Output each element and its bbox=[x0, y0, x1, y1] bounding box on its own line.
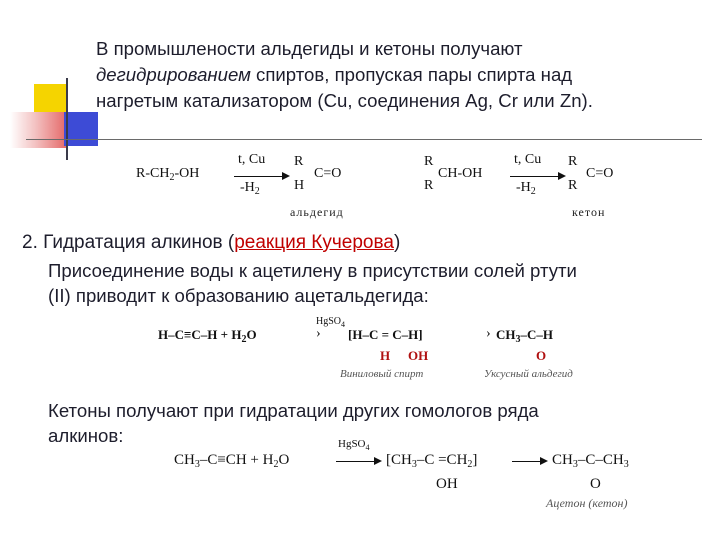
reaction3-label-intermediate: Виниловый спирт bbox=[340, 368, 424, 380]
reaction1-condition-top: t, Cu bbox=[238, 152, 266, 167]
reaction2-arrow-head bbox=[558, 172, 566, 180]
reaction3-catalyst: HgSO$_4$ bbox=[316, 316, 346, 329]
reaction2-product-group: C=O bbox=[586, 166, 614, 181]
reaction4-arrow-1-head bbox=[374, 457, 382, 465]
intro-line-1: В промышлености альдегиды и кетоны получают bbox=[96, 38, 523, 59]
reaction4-arrow-2 bbox=[512, 461, 542, 462]
section2-paragraph bbox=[48, 258, 708, 308]
reaction2-product-r2: R bbox=[568, 178, 578, 193]
reaction2-r1: R bbox=[424, 154, 434, 169]
reaction1-product-group: C=O bbox=[314, 166, 342, 181]
reaction1-condition-bottom: $-H_2$ bbox=[240, 180, 260, 197]
reaction3-reactant: $H-C\equiv C-H + H_2O$ bbox=[158, 327, 257, 345]
reaction1-caption: альдегид bbox=[290, 205, 344, 219]
reaction3-product-o: O bbox=[536, 348, 547, 363]
reaction2-product-r1: R bbox=[568, 154, 578, 169]
reaction1-arrow bbox=[234, 176, 284, 177]
reaction2-group: CH-OH bbox=[438, 166, 483, 181]
reaction3-arrow-2: › bbox=[486, 326, 491, 341]
reaction1-product-r: R bbox=[294, 154, 304, 169]
reaction1-arrow-head bbox=[282, 172, 290, 180]
reaction4-label-product: Ацетон (кетон) bbox=[546, 496, 628, 510]
reaction4-product: $CH_3-C-CH_3$ bbox=[552, 452, 629, 470]
reaction1-reactant: $R-CH_2-OH$ bbox=[136, 166, 200, 183]
reaction4-arrow-2-head bbox=[540, 457, 548, 465]
reaction3-intermediate-h: H bbox=[380, 348, 391, 363]
section3-line-1: Кетоны получают при гидратации других гомологов ряда bbox=[48, 400, 539, 421]
section2-heading: 2. Гидратация алкинов (реакция Кучерова) bbox=[22, 232, 401, 253]
reaction4-intermediate-oh: OH bbox=[436, 476, 458, 492]
intro-emphasis: дегидрированием bbox=[96, 64, 251, 85]
kucherov-reaction-link[interactable]: реакция Кучерова bbox=[234, 232, 394, 253]
decor-blue-square bbox=[64, 112, 98, 146]
reaction3-arrow: › bbox=[316, 326, 321, 341]
decor-red-gradient bbox=[10, 112, 66, 148]
reaction2-condition-top: t, Cu bbox=[514, 152, 542, 167]
intro-line-2-rest: спиртов, пропуская пары спирта над bbox=[250, 64, 573, 85]
reaction4-catalyst: HgSO$_4$ bbox=[338, 438, 370, 452]
section2-line-1: Присоединение воды к ацетилену в присутствии солей ртути bbox=[48, 260, 577, 281]
reaction3-intermediate: [H–C = C–H] bbox=[348, 327, 423, 342]
intro-line-2 bbox=[96, 62, 706, 88]
reaction4-intermediate: $[CH_3-C =CH_2]$ bbox=[386, 452, 478, 470]
reaction3-intermediate-oh: OH bbox=[408, 348, 429, 363]
intro-paragraph bbox=[96, 36, 706, 114]
decor-vertical-line bbox=[66, 78, 68, 160]
reaction2-condition-bottom: $-H_2$ bbox=[516, 180, 536, 197]
section2-line-2: (II) приводит к образованию ацетальдегида: bbox=[48, 285, 429, 306]
reaction4-reactant: $CH_3-C\equiv CH + H_2O$ bbox=[174, 452, 290, 470]
section3-line-2: алкинов: bbox=[48, 425, 124, 446]
intro-line-3: нагретым катализатором (Cu, соединения Ag, Cr или Zn). bbox=[96, 90, 593, 111]
reaction1-product-h: H bbox=[294, 178, 305, 193]
reaction4-product-o: O bbox=[590, 476, 601, 492]
reaction4-arrow-1 bbox=[336, 461, 376, 462]
reaction3-product: $CH_3-C-H$ bbox=[496, 327, 553, 345]
reaction3-label-product: Уксусный альдегид bbox=[484, 368, 573, 380]
reaction2-arrow bbox=[510, 176, 560, 177]
decor-horizontal-line bbox=[26, 139, 702, 140]
reaction2-caption: кетон bbox=[572, 205, 606, 219]
reaction2-r2: R bbox=[424, 178, 434, 193]
